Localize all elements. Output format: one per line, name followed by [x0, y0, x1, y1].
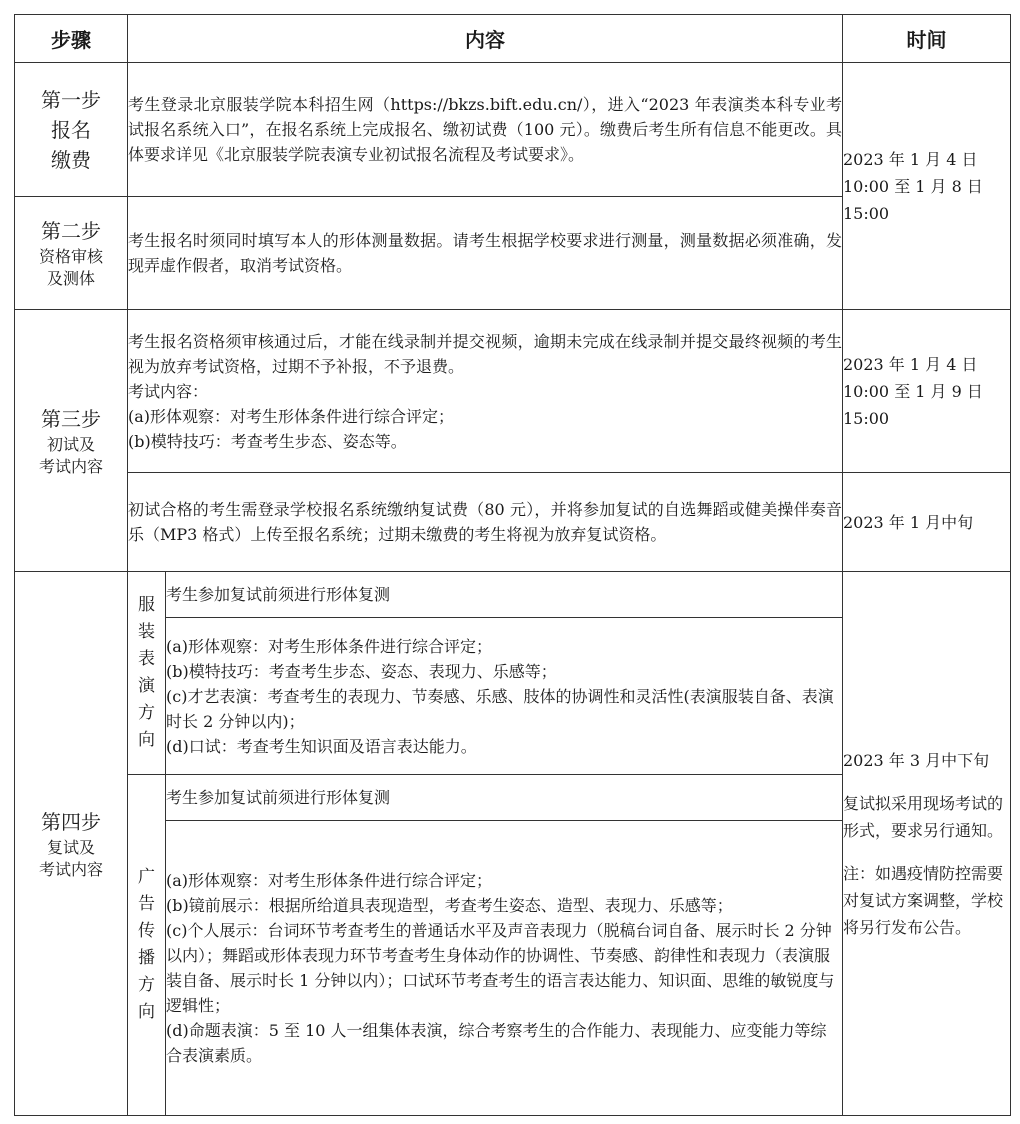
step1-cell: [15, 63, 128, 197]
header-time: 时间: [843, 15, 1011, 63]
ad-item-c: (c)个人展示：台词环节考查考生的普通话水平及声音表现力（脱稿台词自备、展示时长 2 分钟以内）；舞蹈或形体表现力环节考查考生身体动作的协调性、节奏感、韵律性和表现力（表演服装自备、展示时长 1 分钟以内）；口试环节考查考生的语言表达能力、知识面、思维的敏锐度与逻辑性；: [166, 921, 835, 1015]
step4-time-cell: [843, 572, 1011, 1116]
step3-title-1: 初试及: [46, 434, 95, 454]
fashion-item-a: (a)形体观察：对考生形体条件进行综合评定；: [166, 636, 493, 656]
fashion-char: 方: [138, 703, 155, 723]
step3-exam-label: 考试内容：: [128, 381, 209, 401]
step4-title-1: 复试及: [46, 837, 95, 857]
header-row: [15, 15, 1011, 63]
fashion-char: 服: [138, 595, 155, 615]
step1-row: [15, 63, 1011, 197]
step3-content: [128, 310, 843, 473]
step3-item-b: (b)模特技巧：考查考生步态、姿态等。: [128, 431, 407, 451]
ad-char: 传: [138, 921, 155, 941]
ad-char: 播: [138, 948, 155, 968]
fashion-item-b: (b)模特技巧：考查考生步态、姿态、表现力、乐感等；: [166, 661, 557, 681]
step3-fee-content: 初试合格的考生需登录学校报名系统缴纳复试费（80 元），并将参加复试的自选舞蹈或健美操伴奏音乐（MP3 格式）上传至报名系统；过期未缴费的考生将视为放弃复试资格。: [128, 473, 843, 572]
header-content: 内容: [128, 15, 843, 63]
ad-char: 告: [138, 894, 155, 914]
ad-direction-label: [128, 775, 166, 1116]
step3-title-2: 考试内容: [38, 456, 103, 476]
step2-content: 考生报名时须同时填写本人的形体测量数据。请考生根据学校要求进行测量，测量数据必须准确，发现弄虚作假者，取消考试资格。: [128, 197, 843, 310]
ad-char: 广: [138, 867, 155, 887]
ad-char: 向: [138, 1002, 155, 1022]
step1-title-1: 报名: [51, 117, 91, 142]
step1-label: 第一步: [41, 87, 101, 112]
step4-cell: [15, 572, 128, 1116]
header-step: 步骤: [15, 15, 128, 63]
fashion-direction-label: [128, 572, 166, 775]
step3-time: 2023 年 1 月 4 日 10:00 至 1 月 9 日 15:00: [843, 310, 1011, 473]
fashion-items: [166, 618, 843, 775]
fashion-recheck: 考生参加复试前须进行形体复测: [166, 572, 843, 618]
step3-item-a: (a)形体观察：对考生形体条件进行综合评定；: [128, 406, 455, 426]
fashion-item-d: (d)口试：考查考生知识面及语言表达能力。: [166, 736, 477, 756]
ad-char: 方: [138, 975, 155, 995]
step3-fee-row: [15, 473, 1011, 572]
ad-recheck: 考生参加复试前须进行形体复测: [166, 775, 843, 821]
step4-label: 第四步: [41, 809, 101, 834]
step4-fashion-recheck-row: [15, 572, 1011, 618]
fashion-char: 演: [138, 676, 155, 696]
fashion-char: 装: [138, 622, 155, 642]
fashion-char: 向: [138, 730, 155, 750]
step3-row: [15, 310, 1011, 473]
step3-para: 考生报名资格须审核通过后，才能在线录制并提交视频，逾期未完成在线录制并提交最终视频的考生视为放弃考试资格，过期不予补报，不予退费。: [128, 331, 842, 376]
step3-fee-time: 2023 年 1 月中旬: [843, 473, 1011, 572]
step4-time: 2023 年 3 月中下旬: [843, 750, 990, 770]
step12-time: 2023 年 1 月 4 日 10:00 至 1 月 8 日 15:00: [843, 63, 1011, 310]
ad-item-b: (b)镜前展示：根据所给道具表现造型，考查考生姿态、造型、表现力、乐感等；: [166, 896, 733, 915]
ad-item-d: (d)命题表演：5 至 10 人一组集体表演，综合考察考生的合作能力、表现能力、应变能力等综合表演素质。: [166, 1021, 827, 1065]
step1-title-2: 缴费: [51, 147, 91, 172]
step2-title-1: 资格审核: [38, 247, 103, 266]
ad-item-a: (a)形体观察：对考生形体条件进行综合评定；: [166, 871, 493, 890]
step3-label: 第三步: [41, 406, 101, 431]
step2-cell: [15, 197, 128, 310]
admission-table: [14, 14, 1011, 1116]
step1-content: 考生登录北京服装学院本科招生网（https://bkzs.bift.edu.cn/），进入“2023 年表演类本科专业考试报名系统入口”，在报名系统上完成报名、缴初试费（100 元）。缴费后考生所有信息不能更改。具体要求详见《北京服装学院表演专业初试报名流程及考试要求》。: [128, 63, 843, 197]
ad-items: [166, 821, 843, 1116]
step4-note-1: 复试拟采用现场考试的形式，要求另行通知。: [843, 793, 1004, 840]
step2-label: 第二步: [41, 219, 101, 243]
step2-title-2: 及测体: [46, 269, 95, 288]
step4-title-2: 考试内容: [38, 859, 103, 879]
fashion-char: 表: [138, 649, 155, 669]
step4-note-2: 注：如遇疫情防控需要对复试方案调整，学校将另行发布公告。: [843, 863, 1004, 937]
fashion-item-c: (c)才艺表演：考查考生的表现力、节奏感、乐感、肢体的协调性和灵活性(表演服装自备、表演时长 2 分钟以内)；: [166, 686, 834, 731]
step3-cell: [15, 310, 128, 572]
